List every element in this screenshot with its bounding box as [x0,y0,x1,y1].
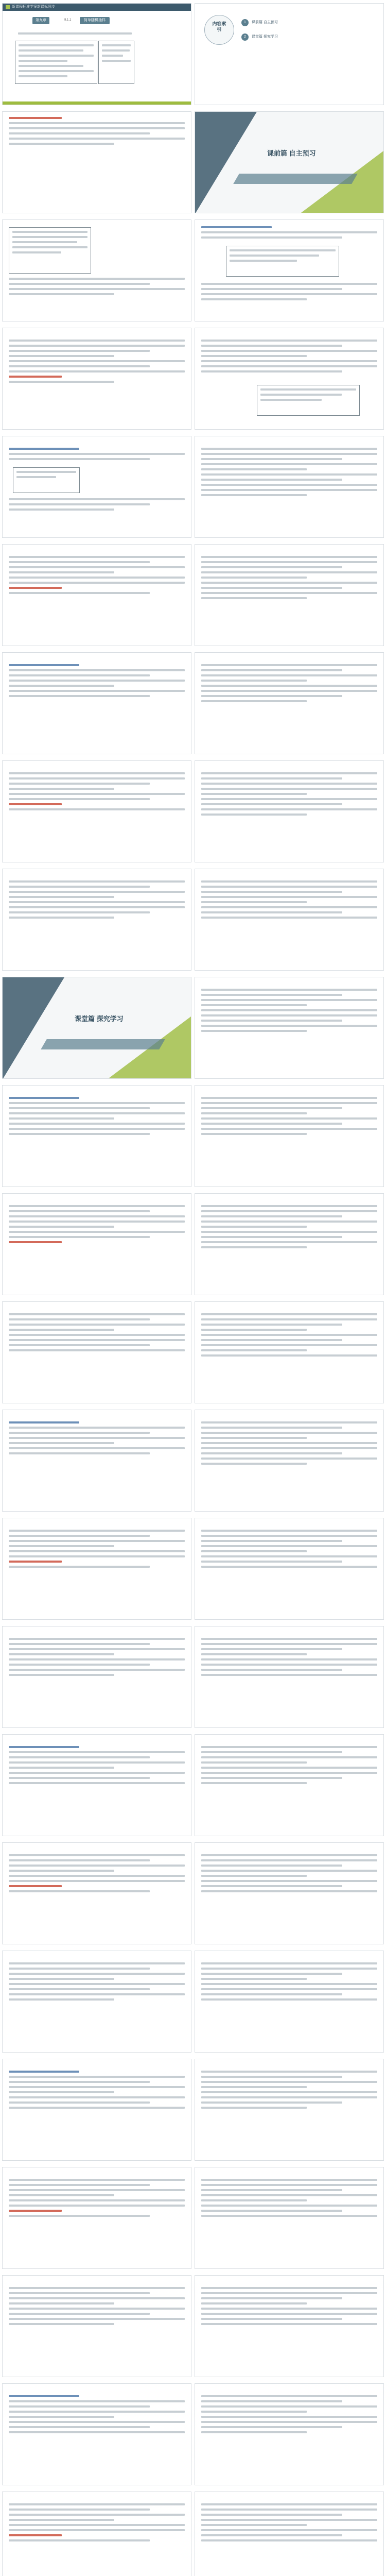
slide-example-7 [195,1301,384,1403]
slide-example-2 [2,1085,191,1187]
toc-item-1[interactable]: 1 课前篇 自主预习 [241,19,313,26]
slide-preview-banner [195,111,384,213]
slide-example-20 [2,2059,191,2161]
slide-example-12 [2,1626,191,1728]
slide-example-22 [2,2167,191,2269]
slide-row [0,0,386,108]
slide-example-15 [195,1734,384,1836]
slide-practice-9 [2,760,191,862]
slide-practice-4 [195,436,384,538]
section-number: 9.1.1 [64,19,72,22]
slide-example-1 [195,977,384,1079]
slide-practice-6 [195,544,384,646]
slide-explore-banner [2,977,191,1079]
slide-example-27 [195,2383,384,2485]
slide-header [3,4,191,11]
slide-practice-8 [195,652,384,754]
slide-example-4 [2,1193,191,1295]
slide-example-29 [195,2492,384,2576]
explore-heading: 课堂篇 探究学习 [75,1015,124,1023]
slide-example-26 [2,2383,191,2485]
chapter-badge: 第九章 [32,17,49,24]
slide-example-16 [2,1842,191,1944]
slide-example-3 [195,1085,384,1187]
objectives-box [15,41,97,84]
slide-practice-2 [195,328,384,430]
slide-toc [195,3,384,105]
slide-practice-1 [2,328,191,430]
slide-example-25 [195,2275,384,2377]
slide-example-9 [195,1410,384,1512]
slide-title [2,3,191,105]
slide-example-28 [2,2492,191,2576]
logo-icon [6,5,10,9]
preview-heading: 课前篇 自主预习 [267,149,316,157]
slide-knowledge-1 [2,219,191,321]
header-text: 新课程标准学案新课标同步 [12,5,55,9]
slide-example-18 [2,1951,191,2053]
toc-item-2[interactable]: 2 课堂篇 探究学习 [241,33,313,41]
slide-example-19 [195,1951,384,2053]
slide-practice-11 [2,869,191,971]
slide-practice-7 [2,652,191,754]
slide-example-10 [2,1518,191,1620]
section-title-badge: 简单随机抽样 [80,17,110,24]
slide-example-17 [195,1842,384,1944]
core-literacy-box [98,41,134,84]
slide-practice-5 [2,544,191,646]
toc-title: 内容索引 [212,21,226,32]
slide-example-24 [2,2275,191,2377]
slide-intro [2,111,191,213]
slide-example-21 [195,2059,384,2161]
slide-practice-10 [195,760,384,862]
slide-practice-12 [195,869,384,971]
slide-example-5 [195,1193,384,1295]
slide-practice-3 [2,436,191,538]
slide-example-14 [2,1734,191,1836]
slide-knowledge-2 [195,219,384,321]
slide-example-8 [2,1410,191,1512]
slide-example-11 [195,1518,384,1620]
slide-example-23 [195,2167,384,2269]
slide-example-13 [195,1626,384,1728]
slide-example-6 [2,1301,191,1403]
